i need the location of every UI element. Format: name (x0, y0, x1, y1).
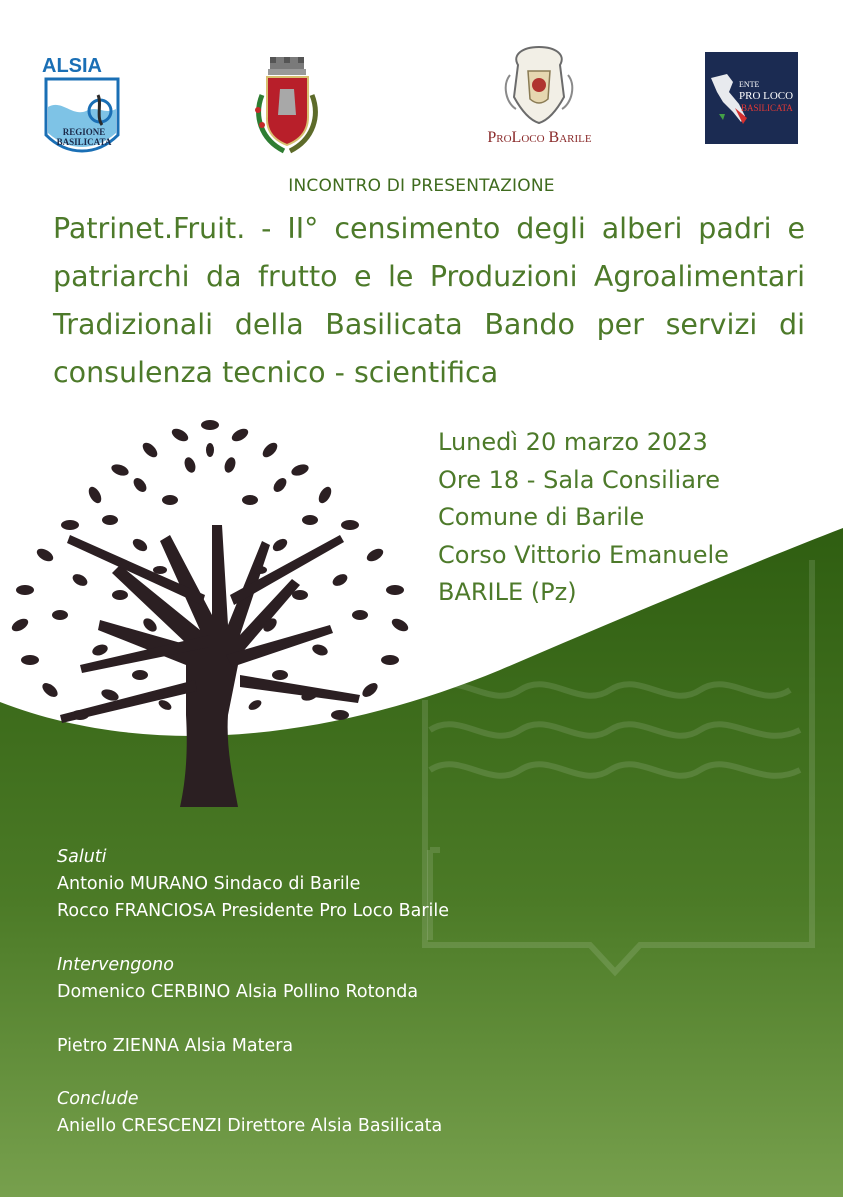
event-time-place: Ore 18 - Sala Consiliare (438, 465, 720, 494)
saluti-speaker: Antonio MURANO Sindaco di Barile (57, 874, 361, 894)
event-date: Lunedì 20 marzo 2023 (438, 428, 708, 456)
event-details (438, 424, 729, 612)
conclude-speaker: Aniello CRESCENZI Direttore Alsia Basilicata (57, 1116, 443, 1136)
basilicata-label: BASILICATA (741, 103, 793, 113)
alsia-logo-subtitle: REGIONE BASILICATA (56, 127, 112, 147)
tree-illustration (0, 395, 420, 810)
intervengono-speaker: Pietro ZIENNA Alsia Matera (57, 1036, 294, 1056)
event-type-label: INCONTRO DI PRESENTAZIONE (288, 176, 555, 196)
event-title: Patrinet.Fruit. - II° censimento degli alberi padri e patriarchi da frutto e le Produzioni Agroalimentari Tradizionali della Basilicata Bando per servizi di consulenza tecnico - scientifica (53, 212, 805, 389)
event-address: Corso Vittorio Emanuele (438, 540, 729, 569)
ente-label: ENTE (739, 80, 760, 89)
proloco-barile-logo (472, 45, 607, 150)
conclude-label: Conclude (57, 1089, 139, 1109)
saluti-label: Saluti (57, 847, 107, 867)
intervengono-speaker: Domenico CERBINO Alsia Pollino Rotonda (57, 982, 419, 1002)
alsia-logo (42, 55, 128, 153)
proloco-crest-icon (472, 45, 607, 125)
saluti-speaker: Rocco FRANCIOSA Presidente Pro Loco Barile (57, 901, 450, 921)
alsia-logo-text: ALSIA (42, 55, 102, 77)
barile-coat-of-arms-icon (250, 55, 325, 160)
proloco-barile-name: ProLoco Barile (487, 129, 592, 146)
intervengono-label: Intervengono (57, 955, 174, 975)
event-city: BARILE (Pz) (438, 578, 577, 606)
event-municipality: Comune di Barile (438, 503, 645, 531)
proloco-label: PRO LOCO (739, 90, 794, 102)
ente-proloco-basilicata-logo (705, 52, 798, 144)
